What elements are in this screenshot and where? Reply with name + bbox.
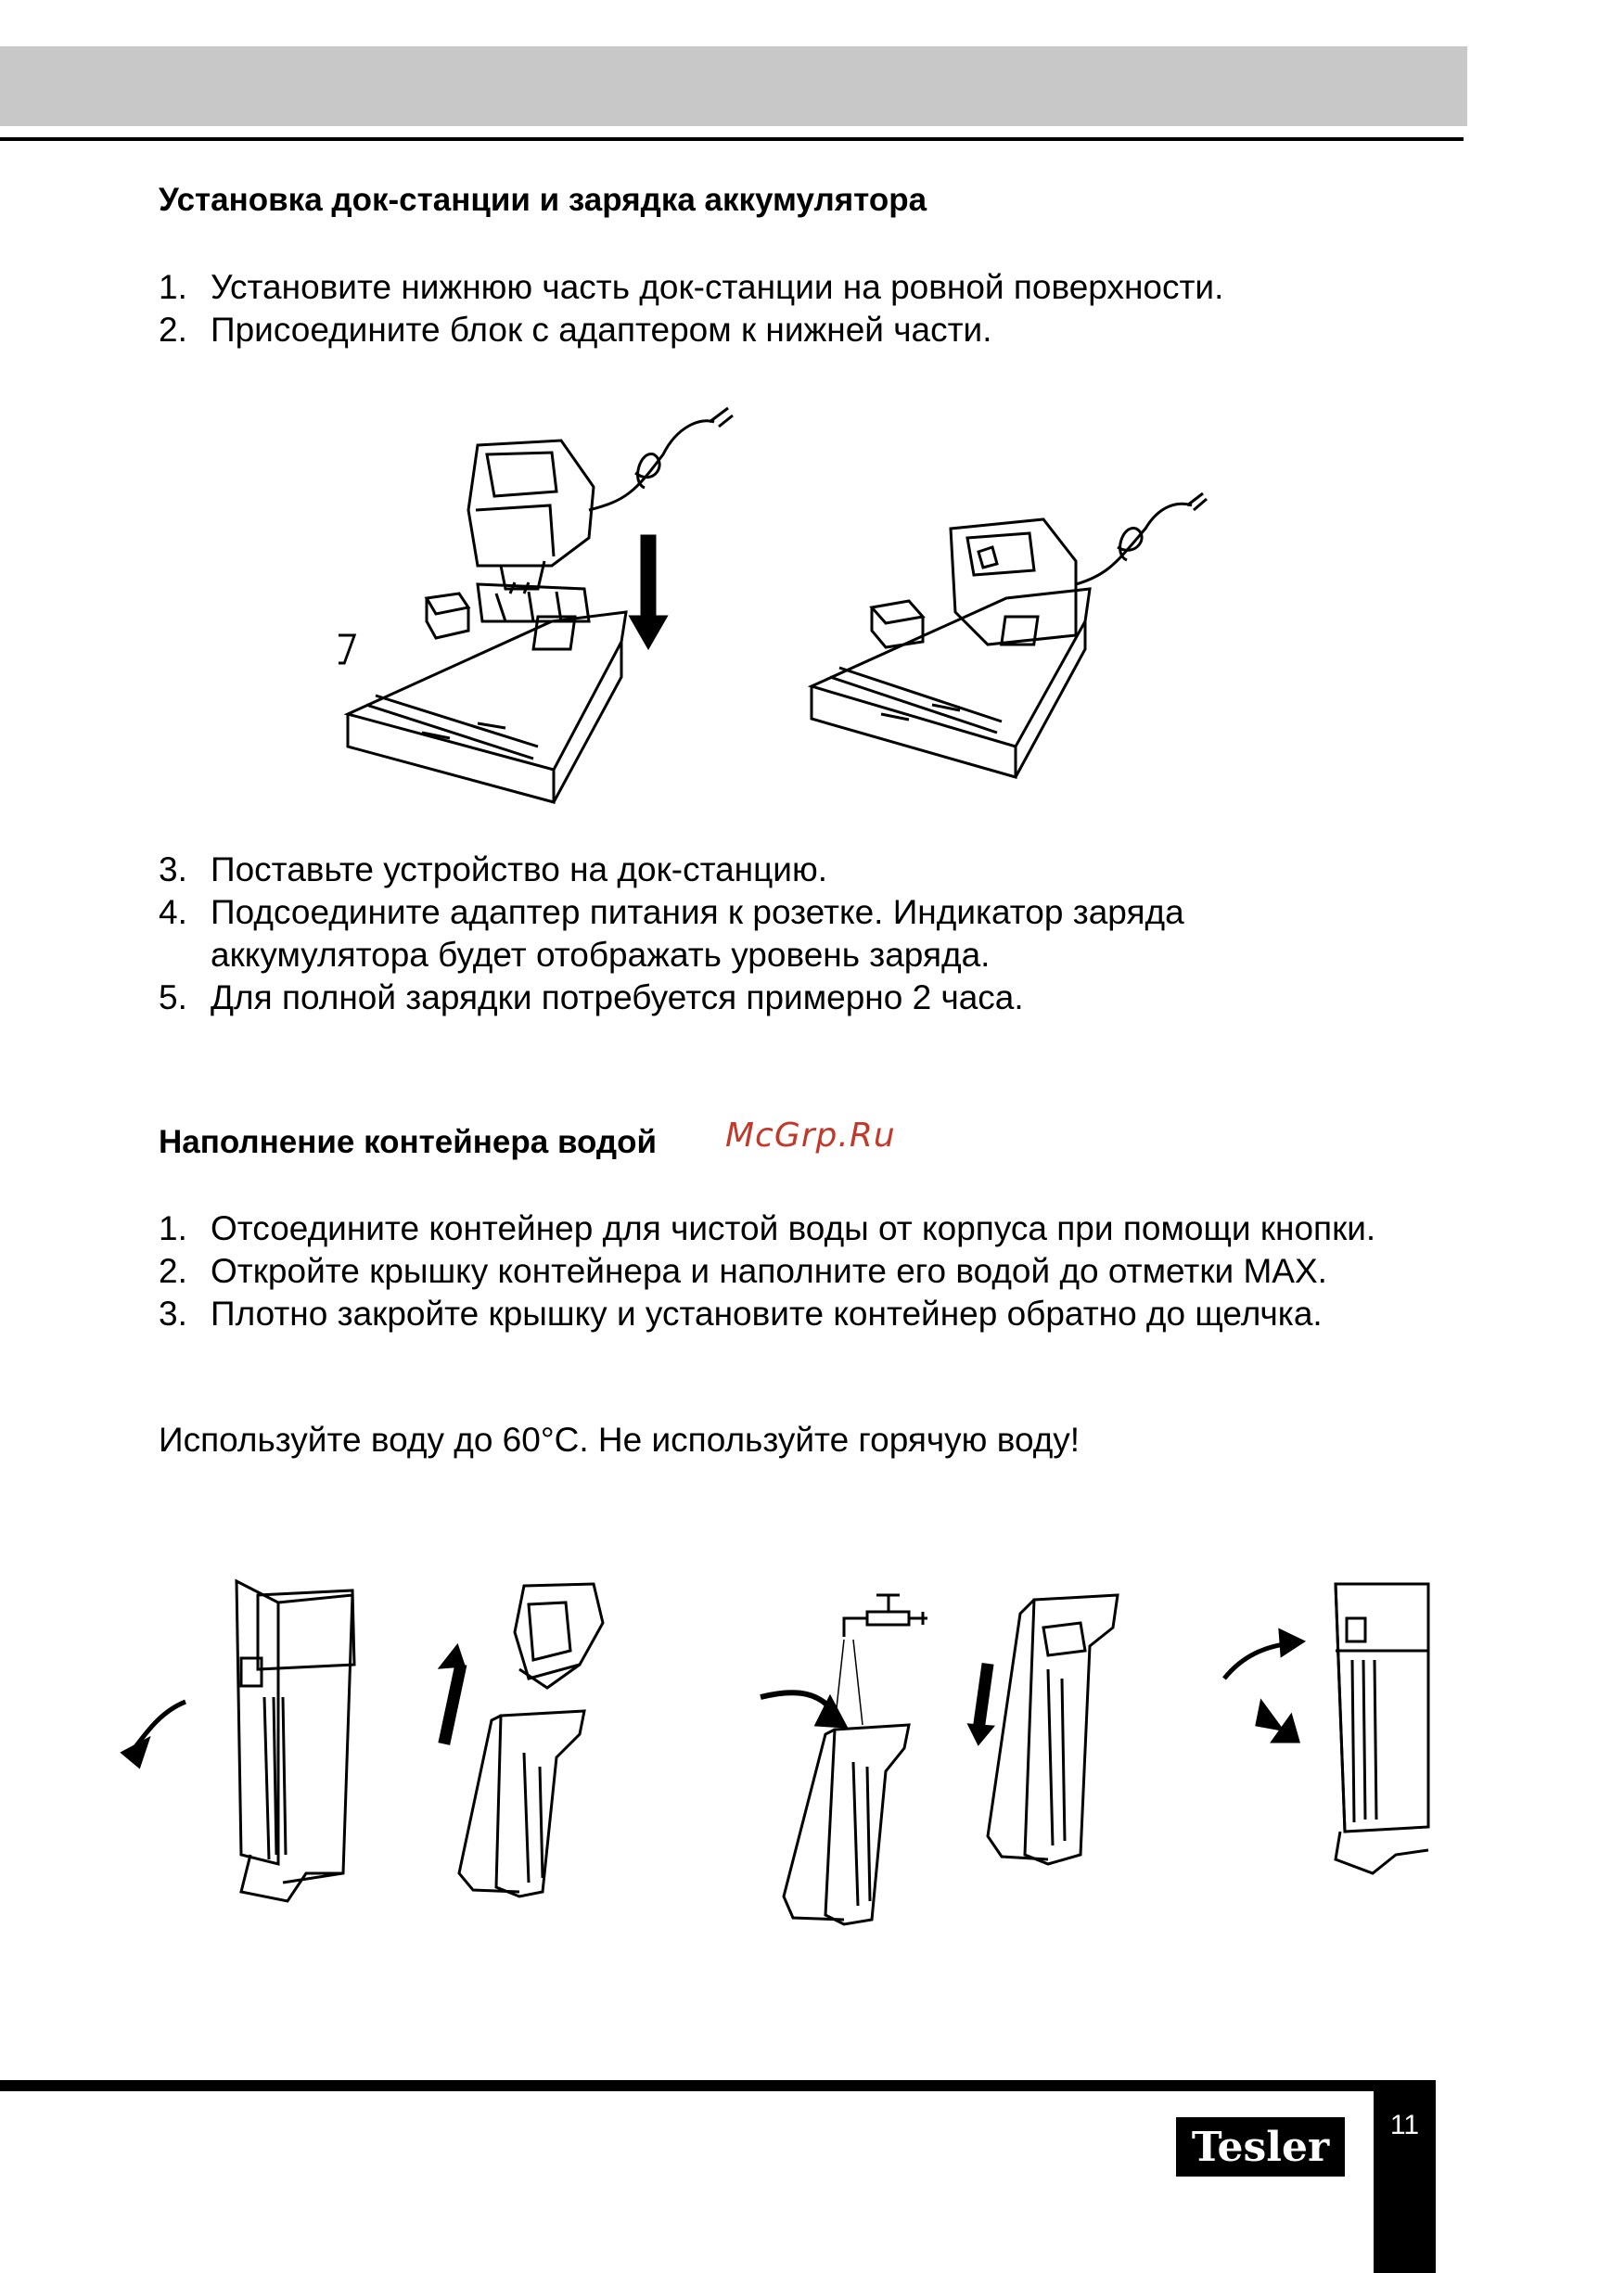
down-arrow-icon <box>631 536 666 647</box>
footer-rule <box>0 2080 1436 2091</box>
step-number: 2. <box>159 1252 187 1290</box>
water-temperature-note: Используйте воду до 60°C. Не используйте горячую воду! <box>159 1421 1081 1459</box>
step-number: 3. <box>159 850 187 888</box>
step-text: Откройте крышку контейнера и наполните его водой до отметки MAX. <box>211 1252 1327 1290</box>
list-item <box>159 1250 1457 1293</box>
body-open-drawing <box>122 1581 354 1901</box>
docking-station-illustration <box>339 399 1210 807</box>
dock-base-left-drawing <box>339 584 626 802</box>
section-title-water: Наполнение контейнера водой <box>159 1124 658 1160</box>
step-text: Для полной зарядки потребуется примерно 2 часа. <box>211 978 1024 1016</box>
step-number: 2. <box>159 311 187 349</box>
page-number: 11 <box>1389 2110 1420 2140</box>
step-text: Отсоедините контейнер для чистой воды от корпуса при помощи кнопки. <box>211 1209 1376 1247</box>
container-lid-on-drawing <box>969 1595 1118 1864</box>
step-text: Присоедините блок с адаптером к нижней части. <box>211 311 992 349</box>
adapter-block-drawing <box>468 408 733 594</box>
tap-filling-drawing <box>761 1595 927 1924</box>
list-item <box>159 891 1457 977</box>
step-number: 1. <box>159 1209 187 1247</box>
step-number: 4. <box>159 893 187 931</box>
list-item <box>159 309 1457 351</box>
water-steps-list <box>159 1207 1457 1335</box>
body-closed-drawing <box>1224 1584 1428 1873</box>
step-text: Подсоедините адаптер питания к розетке. Индикатор заряда аккумулятора будет отображать уровень заряда. <box>211 893 1184 974</box>
list-item <box>159 266 1457 309</box>
step-number: 3. <box>159 1295 187 1333</box>
step-text: Поставьте устройство на док-станцию. <box>211 850 828 888</box>
list-item <box>159 1293 1457 1335</box>
watermark: McGrp.Ru <box>725 1117 896 1155</box>
dock-assembled-right-drawing <box>812 493 1207 777</box>
section-title-docking: Установка док-станции и зарядка аккумулятора <box>159 182 927 218</box>
header-band <box>0 46 1467 126</box>
list-item <box>159 849 1457 891</box>
header-rule <box>0 137 1464 141</box>
list-item <box>159 1207 1457 1250</box>
docking-steps-list-b <box>159 849 1457 1019</box>
tesler-logo: Tesler <box>1176 2117 1345 2177</box>
container-lid-off-drawing <box>440 1584 603 1896</box>
step-text: Плотно закройте крышку и установите контейнер обратно до щелчка. <box>211 1295 1323 1333</box>
step-text: Установите нижнюю часть док-станции на ровной поверхности. <box>211 268 1224 306</box>
water-container-illustration <box>111 1577 1465 2003</box>
step-number: 1. <box>159 268 187 306</box>
docking-steps-list-a <box>159 266 1457 351</box>
step-number: 5. <box>159 978 187 1016</box>
list-item <box>159 977 1457 1019</box>
